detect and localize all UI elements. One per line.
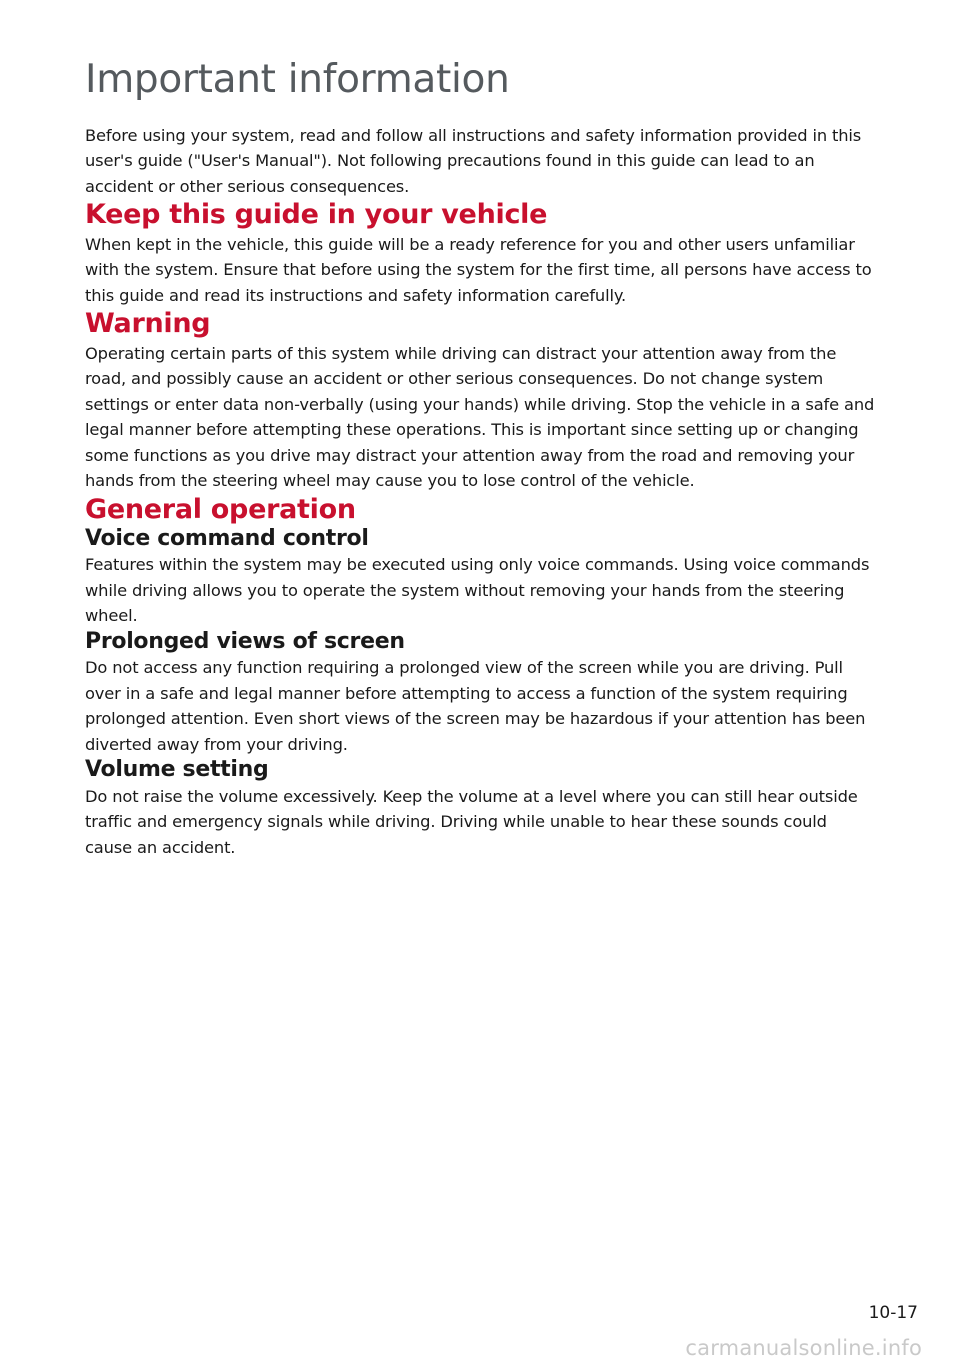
section-heading-warning: Warning	[85, 308, 211, 340]
page-number: 10-17	[868, 1303, 918, 1323]
voice-command-paragraph: Features within the system may be executed using only voice commands. Using voice commands while driving allows you to operate the system without removing your hands from the steering wheel.	[85, 555, 870, 626]
volume-setting-paragraph: Do not raise the volume excessively. Keep the volume at a level where you can still hear outside traffic and emergency signals while driving. Driving while unable to hear these sounds could cause an accident.	[85, 786, 858, 857]
subheading-volume-setting: Volume setting	[85, 757, 269, 783]
subheading-voice-command: Voice command control	[85, 526, 369, 552]
warning-paragraph: Operating certain parts of this system while driving can distract your attention away from the road, and possibly cause an accident or other serious consequences. Do not change system settings or enter data non-verbally (using your hands) while driving. Stop the vehicle in a safe and legal manner before attempting these operations. This is important since setting up or changing some functions as you drive may distract your attention away from the road and removing your hands from the steering wheel may cause you to lose control of the vehicle.	[85, 343, 875, 491]
subheading-prolonged-views: Prolonged views of screen	[85, 628, 405, 654]
page-content	[85, 58, 875, 860]
section-heading-general-operation: General operation	[85, 493, 356, 525]
watermark-text: carmanualsonline.info	[685, 1336, 922, 1360]
prolonged-views-paragraph: Do not access any function requiring a prolonged view of the screen while you are driving. Pull over in a safe and legal manner before attempting to access a function of the system requiring prolonged attention. Even short views of the screen may be hazardous if your attention has been diverted away from your driving.	[85, 658, 866, 754]
section-heading-keep-guide: Keep this guide in your vehicle	[85, 199, 548, 231]
page-title: Important information	[85, 57, 510, 102]
intro-paragraph: Before using your system, read and follow all instructions and safety information provided in this user's guide ("User's Manual"). Not following precautions found in this guide can lead to an accident or other serious consequences.	[85, 125, 862, 196]
keep-guide-paragraph: When kept in the vehicle, this guide will be a ready reference for you and other users unfamiliar with the system. Ensure that before using the system for the first time, all persons have access to this guide and read its instructions and safety information carefully.	[85, 234, 872, 305]
